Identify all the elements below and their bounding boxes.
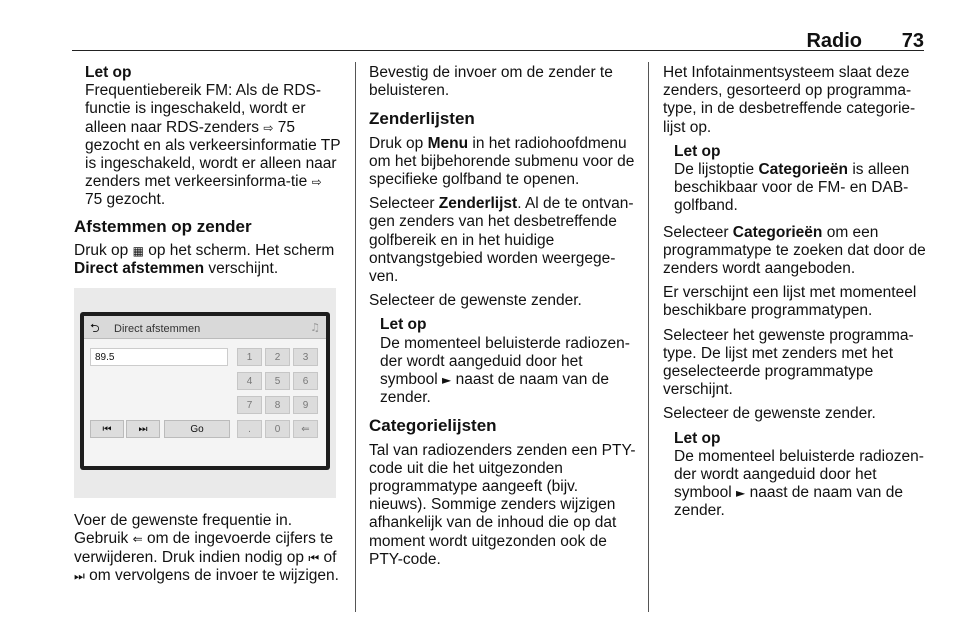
- note-heading: Let op: [674, 429, 721, 447]
- music-icon: ♫: [310, 321, 320, 335]
- paragraph: Tal van radiozenders zenden een PTY-code uit die het uitgezonden programmatype aangeeft (bijv. nieuws). Sommige zenders wijzigen afhankelijk van de inhoud die op dat moment wordt uitgezonden ook de PTY-code.: [369, 441, 636, 568]
- note-heading: Let op: [85, 64, 132, 81]
- screen-title-bar: [84, 316, 326, 339]
- play-arrow-icon: ►: [442, 373, 452, 388]
- paragraph: Selecteer het gewenste programma-type. De lijst met zenders met het geselecteerde programmatype verschijnt.: [663, 326, 914, 399]
- screen-illustration: [74, 288, 336, 498]
- column-3: [663, 64, 931, 529]
- previous-button[interactable]: ⏮: [90, 420, 124, 438]
- note-fm-rds: [74, 64, 342, 210]
- note-text: De momenteel beluisterde radiozen-der wordt aangeduid door het symbool: [674, 447, 924, 502]
- text: om een programmatype te zoeken dat door de zenders wordt aangeboden.: [663, 223, 926, 278]
- paragraph: Selecteer de gewenste zender.: [369, 292, 582, 310]
- paragraph: Er verschijnt een lijst met momenteel beschikbare programmatypen.: [663, 284, 917, 320]
- note-heading: Let op: [380, 316, 427, 334]
- key-6[interactable]: 6: [293, 372, 318, 390]
- note-heading: Let op: [674, 142, 721, 160]
- key-3[interactable]: 3: [293, 348, 318, 366]
- previous-icon: ⏮: [308, 550, 320, 565]
- column-2: [369, 64, 639, 575]
- note-text: De lijstoptie: [674, 161, 755, 179]
- text: of: [323, 548, 337, 566]
- paragraph: [74, 512, 342, 585]
- text: in het radiohoofdmenu om het bijbehorende submenu voor de specifieke golfband te openen.: [369, 134, 635, 189]
- text: Voer de gewenste frequentie in. Gebruik: [74, 512, 293, 548]
- column-divider: [648, 62, 649, 612]
- text: Druk op: [74, 241, 129, 259]
- heading-categorielijsten: Categorielijsten: [369, 416, 497, 436]
- section-title: Radio: [806, 30, 862, 52]
- text: om de ingevoerde cijfers te verwijderen. Druk indien nodig op: [74, 530, 334, 566]
- reference-arrow-icon: ⇨: [263, 120, 274, 135]
- text: Selecteer: [369, 195, 435, 213]
- bold-term: Zenderlijst: [438, 195, 518, 213]
- bold-term: Direct afstemmen: [74, 260, 205, 278]
- note-text: naast de naam van de zender.: [674, 484, 903, 520]
- key-dot[interactable]: .: [237, 420, 262, 438]
- text: Druk op: [369, 134, 424, 152]
- note-text: 75 gezocht en als verkeersinformatie TP is ingeschakeld, wordt er alleen naar zenders met verkeersinforma-tie: [85, 118, 341, 191]
- tune-icon: ▦: [132, 243, 144, 258]
- note-current-station: [663, 430, 931, 521]
- backspace-key[interactable]: ⇐: [293, 420, 318, 438]
- bold-term: Categorieën: [732, 223, 823, 241]
- text: verschijnt.: [208, 260, 279, 278]
- heading-afstemmen: Afstemmen op zender: [74, 216, 252, 236]
- bold-term: Menu: [427, 134, 469, 152]
- next-icon: ⏭: [74, 568, 85, 583]
- note-text: 75 gezocht.: [85, 191, 166, 209]
- display-screen: [84, 316, 326, 466]
- next-button[interactable]: ⏭: [126, 420, 160, 438]
- note-text: naast de naam van de zender.: [380, 371, 609, 407]
- text: om vervolgens de invoer te wijzigen.: [89, 566, 339, 584]
- key-0[interactable]: 0: [265, 420, 290, 438]
- key-9[interactable]: 9: [293, 396, 318, 414]
- paragraph: [369, 135, 639, 190]
- paragraph: [663, 224, 931, 279]
- heading-zenderlijsten: Zenderlijsten: [369, 109, 475, 129]
- bold-term: Categorieën: [758, 161, 849, 179]
- text: Selecteer: [663, 223, 729, 241]
- go-button[interactable]: Go: [164, 420, 230, 438]
- text: op het scherm. Het scherm: [148, 241, 335, 259]
- page-header: [72, 30, 924, 52]
- column-divider: [355, 62, 356, 612]
- key-7[interactable]: 7: [237, 396, 262, 414]
- reference-arrow-icon: ⇨: [311, 175, 322, 190]
- frequency-input[interactable]: 89.5: [90, 348, 228, 366]
- paragraph: [369, 195, 639, 286]
- note-current-station: [369, 316, 639, 407]
- paragraph: Bevestig de invoer om de zender te beluisteren.: [369, 64, 613, 100]
- play-arrow-icon: ►: [736, 486, 746, 501]
- note-text: is alleen beschikbaar voor de FM- en DAB-golfband.: [674, 161, 910, 215]
- key-8[interactable]: 8: [265, 396, 290, 414]
- key-5[interactable]: 5: [265, 372, 290, 390]
- text: . Al de te ontvan-gen zenders van het desbetreffende golfbereik en in het huidige ontvangstgebied worden weergege-ven.: [369, 195, 634, 286]
- page-number: 73: [901, 30, 924, 52]
- display-frame: [80, 312, 330, 470]
- paragraph: Het Infotainmentsysteem slaat deze zenders, gesorteerd op programma-type, in de desbetreffende categorie-lijst op.: [663, 64, 916, 136]
- key-2[interactable]: 2: [265, 348, 290, 366]
- header-rule: [72, 50, 924, 51]
- back-icon[interactable]: ⮌: [90, 321, 100, 336]
- note-text: De momenteel beluisterde radiozen-der wordt aangeduid door het symbool: [380, 334, 630, 389]
- backspace-icon: ⇐: [132, 532, 143, 547]
- key-1[interactable]: 1: [237, 348, 262, 366]
- note-text: Frequentiebereik FM: Als de RDS-functie is ingeschakeld, wordt er alleen naar RDS-zenders: [85, 82, 322, 136]
- paragraph: [74, 242, 342, 278]
- note-categories: [663, 143, 931, 216]
- key-4[interactable]: 4: [237, 372, 262, 390]
- paragraph: Selecteer de gewenste zender.: [663, 405, 876, 423]
- column-1: [74, 64, 342, 591]
- screen-title: Direct afstemmen: [114, 323, 201, 336]
